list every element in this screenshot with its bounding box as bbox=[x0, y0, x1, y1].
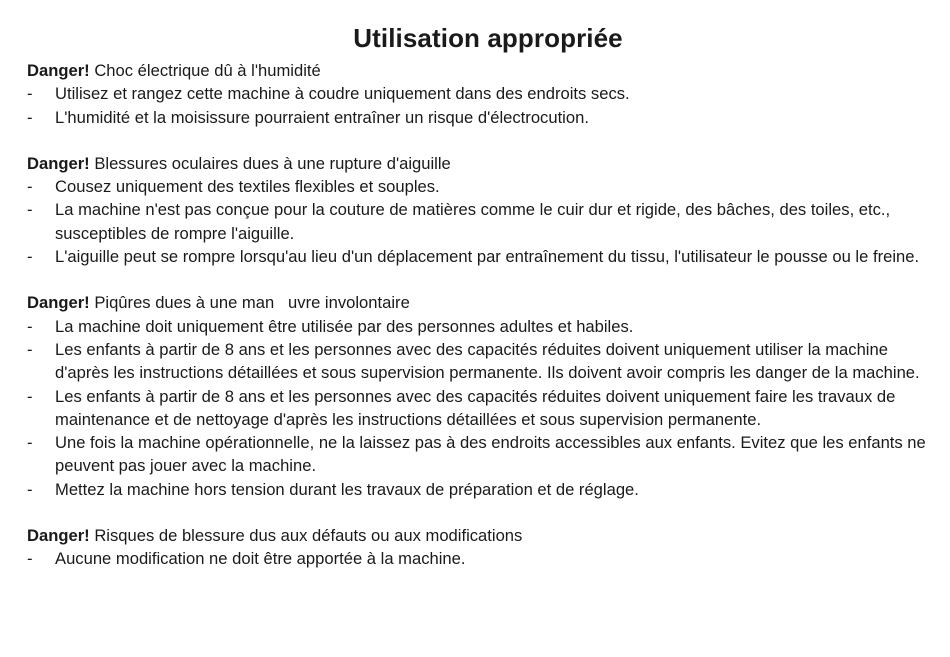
dash-bullet: - bbox=[27, 200, 33, 220]
list-item bbox=[27, 315, 927, 338]
list-item bbox=[27, 547, 927, 570]
danger-section-humidity bbox=[27, 59, 927, 129]
item-text: La machine n'est pas conçue pour la couture de matières comme le cuir dur et rigide, des bâches, des toiles, etc., susceptibles de rompre l'aiguille. bbox=[55, 200, 891, 243]
item-text: Cousez uniquement des textiles flexibles et souples. bbox=[55, 177, 440, 197]
list-item bbox=[27, 106, 927, 129]
dash-bullet: - bbox=[27, 433, 33, 453]
dash-bullet: - bbox=[27, 177, 33, 197]
section-heading-text: Blessures oculaires dues à une rupture d'aiguille bbox=[94, 153, 451, 173]
document-page bbox=[27, 22, 927, 571]
danger-section-needle bbox=[27, 152, 927, 268]
list-item bbox=[27, 198, 927, 245]
section-heading bbox=[27, 524, 927, 547]
danger-label: Danger! bbox=[27, 153, 90, 173]
danger-label: Danger! bbox=[27, 293, 90, 313]
item-text: Mettez la machine hors tension durant les travaux de préparation et de réglage. bbox=[55, 479, 639, 499]
section-heading bbox=[27, 152, 927, 175]
dash-bullet: - bbox=[27, 247, 33, 267]
page-title: Utilisation appropriée bbox=[353, 23, 623, 53]
danger-section-modifications bbox=[27, 524, 927, 571]
section-heading bbox=[27, 59, 927, 82]
section-heading bbox=[27, 291, 927, 314]
item-text: Les enfants à partir de 8 ans et les personnes avec des capacités réduites doivent uniquement utiliser la machine d'après les instructions détaillées et sous supervision permanente. Ils doivent avoir compris les danger de la machine. bbox=[55, 339, 920, 383]
list-item bbox=[27, 431, 927, 478]
item-text: Aucune modification ne doit être apportée à la machine. bbox=[55, 549, 466, 569]
danger-section-stitching bbox=[27, 291, 927, 501]
dash-bullet: - bbox=[27, 316, 33, 336]
list-item bbox=[27, 82, 927, 105]
dash-bullet: - bbox=[27, 549, 33, 569]
item-list bbox=[27, 82, 927, 129]
item-text: La machine doit uniquement être utilisée par des personnes adultes et habiles. bbox=[55, 316, 634, 336]
item-list bbox=[27, 315, 927, 501]
section-heading-text: Risques de blessure dus aux défauts ou aux modifications bbox=[94, 526, 523, 546]
list-item bbox=[27, 175, 927, 198]
item-text: Une fois la machine opérationnelle, ne la laissez pas à des endroits accessibles aux enfants. Evitez que les enfants ne peuvent pas jouer avec la machine. bbox=[55, 433, 926, 476]
item-text: Les enfants à partir de 8 ans et les personnes avec des capacités réduites doivent uniquement faire les travaux de maintenance et de nettoyage d'après les instructions détaillées et sous supervision permanente. bbox=[55, 386, 896, 429]
list-item bbox=[27, 338, 927, 385]
item-text: L'aiguille peut se rompre lorsqu'au lieu d'un déplacement par entraînement du tissu, l'utilisateur le pousse ou le freine. bbox=[55, 247, 920, 267]
item-list bbox=[27, 547, 927, 570]
dash-bullet: - bbox=[27, 386, 33, 406]
danger-label: Danger! bbox=[27, 61, 90, 80]
list-item bbox=[27, 478, 927, 501]
list-item bbox=[27, 385, 927, 432]
item-text: L'humidité et la moisissure pourraient entraîner un risque d'électrocution. bbox=[55, 107, 589, 127]
danger-label: Danger! bbox=[27, 526, 90, 546]
section-heading-text: Choc électrique dû à l'humidité bbox=[94, 61, 321, 80]
item-text: Utilisez et rangez cette machine à coudre uniquement dans des endroits secs. bbox=[55, 84, 630, 104]
dash-bullet: - bbox=[27, 339, 33, 359]
item-list bbox=[27, 175, 927, 268]
dash-bullet: - bbox=[27, 107, 33, 127]
dash-bullet: - bbox=[27, 479, 33, 499]
list-item bbox=[27, 245, 927, 268]
section-heading-text: Piqûres dues à une man uvre involontaire bbox=[94, 293, 410, 313]
dash-bullet: - bbox=[27, 84, 33, 104]
